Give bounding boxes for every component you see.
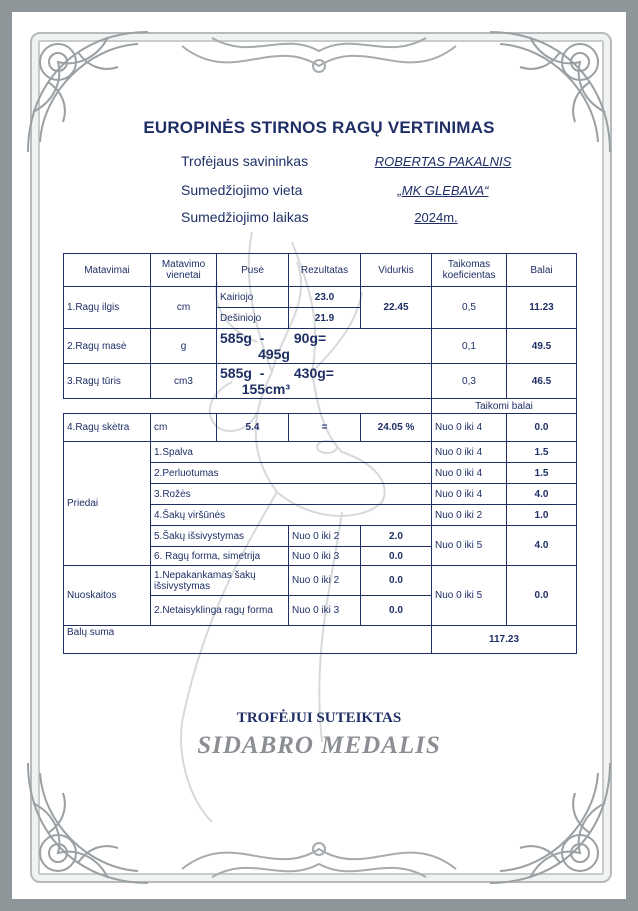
shape-value: 0.0 (361, 547, 432, 566)
extra-item-range: Nuo 0 iki 4 (432, 463, 507, 484)
shape-name: 6. Ragų forma, simetrija (151, 547, 289, 566)
corner-ornament-icon (18, 22, 158, 162)
branch-dev-name: 5.Šakų išsivystymas (151, 526, 289, 547)
table-header-row (64, 254, 577, 287)
left-side-label: Kairiojo (217, 287, 289, 308)
deduction-item-value: 0.0 (361, 596, 432, 626)
deductions-label: Nuoskaitos (64, 566, 151, 626)
shape-range: Nuo 0 iki 3 (289, 547, 361, 566)
volume-coefficient: 0,3 (432, 364, 507, 399)
header-cell: Matavimo vienetai (151, 254, 217, 287)
extra-item-name: 3.Rožės (151, 484, 432, 505)
length-score: 11.23 (507, 287, 577, 329)
volume-formula (217, 364, 432, 399)
page-title: EUROPINĖS STIRNOS RAGŲ VERTINIMAS (143, 118, 495, 137)
deduction-item-range: Nuo 0 iki 2 (289, 566, 361, 596)
header-cell: Matavimai (64, 254, 151, 287)
span-equals: = (289, 414, 361, 442)
score-table (63, 253, 577, 654)
extras-label: Priedai (64, 442, 151, 566)
corner-ornament-icon (480, 753, 620, 893)
deduction-item-range: Nuo 0 iki 3 (289, 596, 361, 626)
branch-dev-range: Nuo 0 iki 2 (289, 526, 361, 547)
header-cell: Taikomas koeficientas (432, 254, 507, 287)
time-value: 2024m. (414, 210, 458, 225)
award-heading: TROFĖJUI SUTEIKTAS (236, 710, 402, 726)
length-label: 1.Ragų ilgis (64, 287, 151, 329)
deduction-item-value: 0.0 (361, 566, 432, 596)
volume-label: 3.Ragų tūris (64, 364, 151, 399)
header-cell: Balai (507, 254, 577, 287)
right-side-value: 21.9 (289, 308, 361, 329)
table-row (64, 414, 577, 442)
mass-unit: g (151, 329, 217, 364)
place-label: Sumedžiojimo vieta (181, 182, 303, 198)
extra-item-score: 4.0 (507, 484, 577, 505)
extra-item-score: 1.5 (507, 442, 577, 463)
certificate-page (12, 12, 626, 899)
span-value: 5.4 (217, 414, 289, 442)
sum-label: Balų suma (64, 626, 432, 654)
length-unit: cm (151, 287, 217, 329)
table-row (64, 442, 577, 463)
volume-result: 155cm³ (241, 381, 290, 397)
span-result: 24.05 % (361, 414, 432, 442)
spacer-cell (64, 399, 432, 414)
table-row (64, 626, 577, 654)
table-row (64, 364, 577, 399)
deduction-item-name: 2.Netaisyklinga ragų forma (151, 596, 289, 626)
span-range: Nuo 0 iki 4 (432, 414, 507, 442)
mass-result: 495g (258, 346, 290, 362)
mass-formula (217, 329, 432, 364)
branch-dev-value: 2.0 (361, 526, 432, 547)
mass-gross: 585g - (220, 330, 265, 346)
length-average: 22.45 (361, 287, 432, 329)
volume-unit: cm3 (151, 364, 217, 399)
right-side-label: Dešiniojo (217, 308, 289, 329)
span-label: 4.Ragų skėtra (64, 414, 151, 442)
deductions-group-score: 0.0 (507, 566, 577, 626)
length-coefficient: 0,5 (432, 287, 507, 329)
applied-points-label: Taikomi balai (432, 399, 577, 414)
sum-value: 117.23 (432, 626, 577, 654)
owner-value: ROBERTAS PAKALNIS (374, 154, 512, 169)
span-unit: cm (151, 414, 217, 442)
time-label: Sumedžiojimo laikas (181, 209, 309, 225)
volume-skull: 430g= (293, 365, 334, 381)
left-side-value: 23.0 (289, 287, 361, 308)
extra-item-score: 1.5 (507, 463, 577, 484)
mass-skull: 90g= (293, 330, 327, 346)
table-row (64, 287, 577, 308)
span-score: 0.0 (507, 414, 577, 442)
place-value: „MK GLEBAVA“ (397, 183, 489, 198)
owner-label: Trofėjaus savininkas (181, 153, 309, 169)
table-row (64, 329, 577, 364)
extra-item-name: 2.Perluotumas (151, 463, 432, 484)
deductions-group-range: Nuo 0 iki 5 (432, 566, 507, 626)
top-flourish-icon (172, 26, 466, 106)
volume-score: 46.5 (507, 364, 577, 399)
extras-group-range: Nuo 0 iki 5 (432, 526, 507, 566)
extra-item-range: Nuo 0 iki 4 (432, 484, 507, 505)
mass-score: 49.5 (507, 329, 577, 364)
table-row (64, 566, 577, 596)
volume-gross: 585g - (220, 365, 265, 381)
extra-item-name: 4.Šakų viršūnės (151, 505, 432, 526)
extra-item-name: 1.Spalva (151, 442, 432, 463)
award-medal: SIDABRO MEDALIS (197, 732, 441, 759)
mass-label: 2.Ragų masė (64, 329, 151, 364)
header-cell: Pusė (217, 254, 289, 287)
table-row (64, 399, 577, 414)
extra-item-range: Nuo 0 iki 4 (432, 442, 507, 463)
header-cell: Rezultatas (289, 254, 361, 287)
corner-ornament-icon (480, 22, 620, 162)
extra-item-range: Nuo 0 iki 2 (432, 505, 507, 526)
extras-group-score: 4.0 (507, 526, 577, 566)
deduction-item-name: 1.Nepakankamas šakų išsivystymas (151, 566, 289, 596)
header-cell: Vidurkis (361, 254, 432, 287)
extra-item-score: 1.0 (507, 505, 577, 526)
mass-coefficient: 0,1 (432, 329, 507, 364)
